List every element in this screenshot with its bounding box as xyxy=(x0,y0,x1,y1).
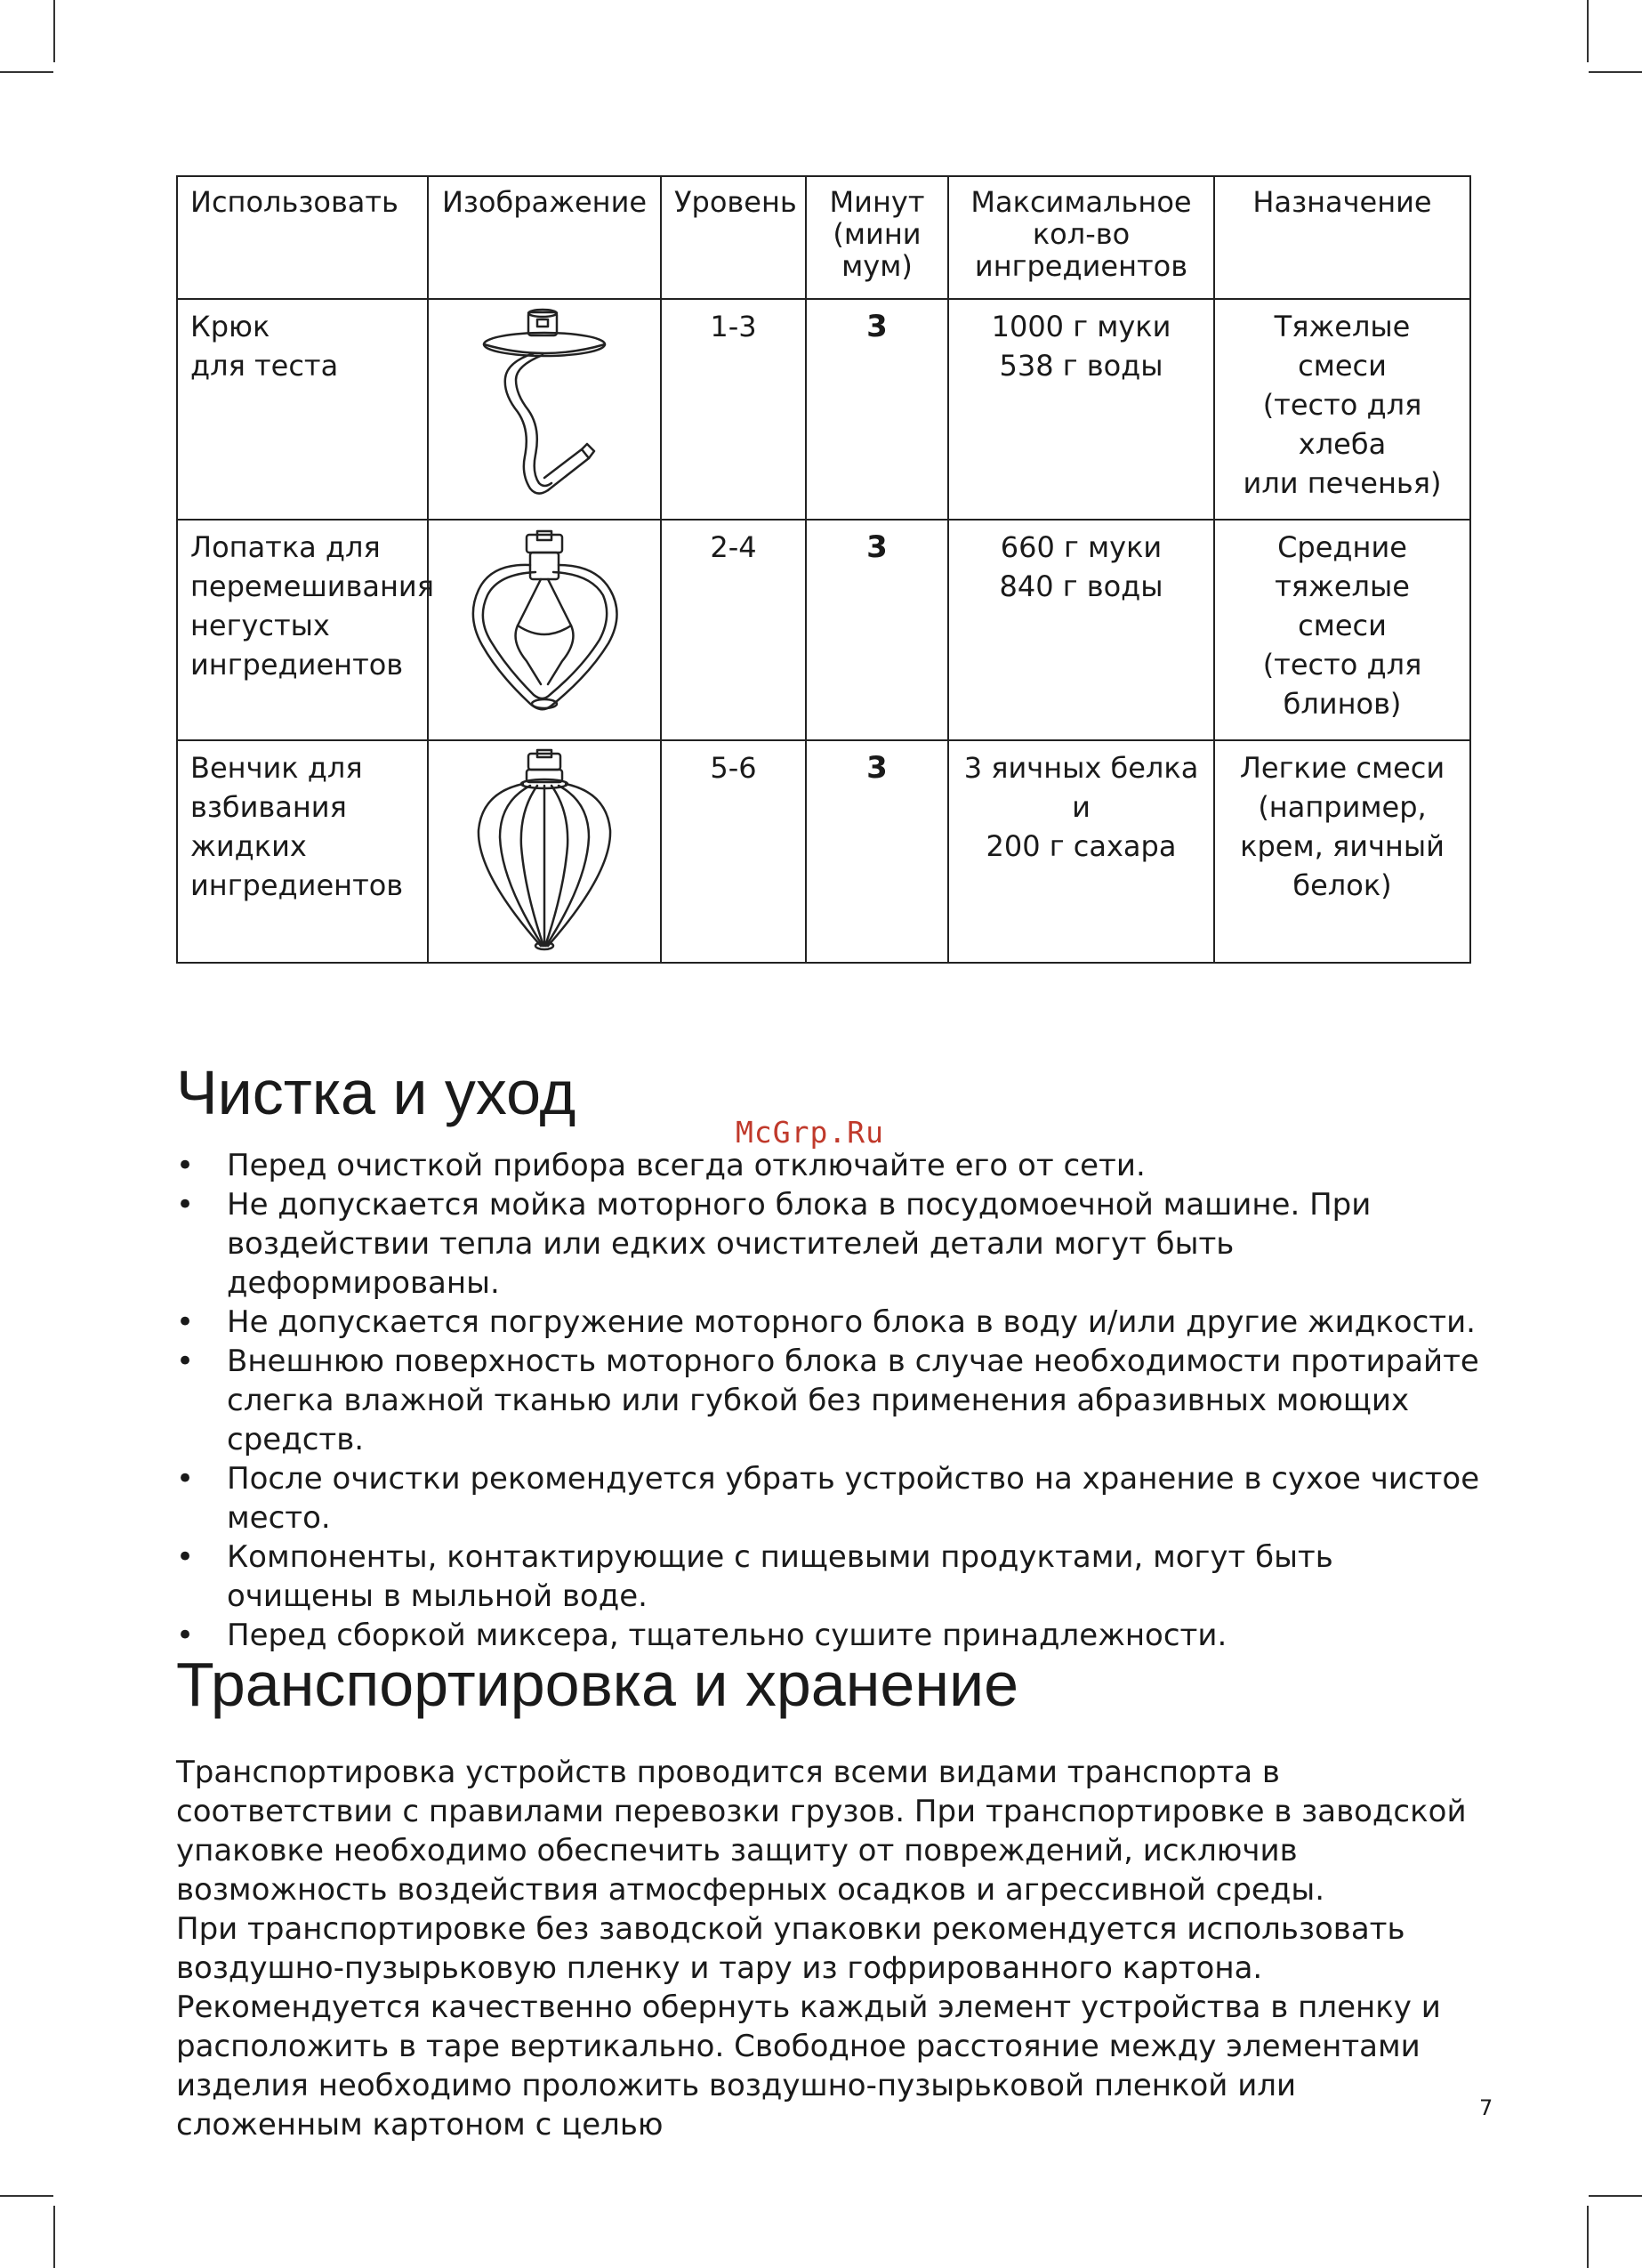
list-item-text: После очистки рекомендуется убрать устройство на хранение в сухое чистое место. xyxy=(227,1461,1480,1536)
list-item-text: Не допускается погружение моторного блока в воду и/или другие жидкости. xyxy=(227,1304,1476,1340)
transport-paragraph-1: Транспортировка устройств проводится всеми видами транспорта в соответствии с правилами перевозки грузов. При транспортировке в заводской упаковке необходимо обеспечить защиту от повреждений, исключив возможность воздействия атмосферных осадков и агрессивной среды. xyxy=(176,1755,1467,1908)
bullet-icon: • xyxy=(176,1187,195,1223)
row-minutes: 3 xyxy=(806,299,948,520)
list-item xyxy=(176,1538,1484,1616)
flat-beater-icon xyxy=(455,528,633,732)
bullet-icon: • xyxy=(176,1304,195,1340)
bullet-icon: • xyxy=(176,1539,195,1575)
table-header-row xyxy=(177,176,1470,299)
attachments-table xyxy=(176,175,1471,964)
list-item-text: Не допускается мойка моторного блока в посудомоечной машине. При воздействии тепла или едких очистителей детали могут быть деформированы. xyxy=(227,1187,1372,1301)
header-image: Изображение xyxy=(428,176,661,299)
list-item-text: Перед очисткой прибора всегда отключайте его от сети. xyxy=(227,1148,1146,1183)
crop-mark-bottom-left-h xyxy=(0,2195,53,2197)
crop-mark-top-right-h xyxy=(1589,71,1642,73)
row-max-ingredients: 1000 г муки 538 г воды xyxy=(948,299,1214,520)
header-use: Использовать xyxy=(177,176,428,299)
row-image xyxy=(428,299,661,520)
dough-hook-icon xyxy=(455,307,633,512)
watermark: McGrp.Ru xyxy=(736,1115,884,1150)
row-level: 2-4 xyxy=(661,520,806,740)
row-minutes: 3 xyxy=(806,740,948,963)
list-item xyxy=(176,1185,1484,1303)
table-row xyxy=(177,299,1470,520)
section-title-cleaning: Чистка и уход xyxy=(176,1058,576,1127)
crop-mark-top-right xyxy=(1587,0,1589,62)
crop-mark-top-left xyxy=(53,0,55,62)
row-minutes: 3 xyxy=(806,520,948,740)
list-item xyxy=(176,1459,1484,1538)
row-use: Венчик для взбивания жидких ингредиентов xyxy=(177,740,428,963)
bullet-icon: • xyxy=(176,1344,195,1379)
row-use: Крюк для теста xyxy=(177,299,428,520)
row-max-ingredients: 660 г муки 840 г воды xyxy=(948,520,1214,740)
list-item-text: Внешнюю поверхность моторного блока в случае необходимости протирайте слегка влажной тканью или губкой без применения абразивных моющих средств. xyxy=(227,1344,1479,1457)
row-purpose: Средние тяжелые смеси (тесто для блинов) xyxy=(1214,520,1470,740)
table-row xyxy=(177,740,1470,963)
list-item-text: Перед сборкой миксера, тщательно сушите принадлежности. xyxy=(227,1618,1227,1653)
row-level: 1-3 xyxy=(661,299,806,520)
header-max-ingredients: Максимальное кол-во ингредиентов xyxy=(948,176,1214,299)
transport-paragraph-2: При транспортировке без заводской упаковки рекомендуется использовать воздушно-пузырьковую пленку и тару из гофрированного картона. Рекомендуется качественно обернуть каждый элемент устройства в пленку и расположить в таре вертикально. Свободное расстояние между элементами изделия необходимо проложить воздушно-пузырьковой пленкой или сложенным картоном с целью xyxy=(176,1911,1441,2143)
whisk-icon xyxy=(455,748,633,955)
bullet-icon: • xyxy=(176,1148,195,1183)
list-item xyxy=(176,1303,1484,1342)
crop-mark-bottom-right-h xyxy=(1589,2195,1642,2197)
bullet-icon: • xyxy=(176,1618,195,1653)
row-purpose: Тяжелые смеси (тесто для хлеба или печенья) xyxy=(1214,299,1470,520)
list-item xyxy=(176,1146,1484,1185)
section-title-transport: Транспортировка и хранение xyxy=(176,1650,1019,1719)
header-purpose: Назначение xyxy=(1214,176,1470,299)
cleaning-list xyxy=(176,1146,1484,1655)
list-item-text: Компоненты, контактирующие с пищевыми продуктами, могут быть очищены в мыльной воде. xyxy=(227,1539,1333,1614)
row-level: 5-6 xyxy=(661,740,806,963)
list-item xyxy=(176,1342,1484,1459)
crop-mark-bottom-right xyxy=(1587,2206,1589,2268)
table-row xyxy=(177,520,1470,740)
crop-mark-top-left-h xyxy=(0,71,53,73)
row-purpose: Легкие смеси (например, крем, яичный белок) xyxy=(1214,740,1470,963)
row-max-ingredients: 3 яичных белка и 200 г сахара xyxy=(948,740,1214,963)
row-use: Лопатка для перемешивания негустых ингредиентов xyxy=(177,520,428,740)
row-image xyxy=(428,740,661,963)
header-level: Уровень xyxy=(661,176,806,299)
header-minutes: Минут (мини мум) xyxy=(806,176,948,299)
page-number: 7 xyxy=(1479,2095,1493,2120)
bullet-icon: • xyxy=(176,1461,195,1497)
row-image xyxy=(428,520,661,740)
crop-mark-bottom-left xyxy=(53,2206,55,2268)
